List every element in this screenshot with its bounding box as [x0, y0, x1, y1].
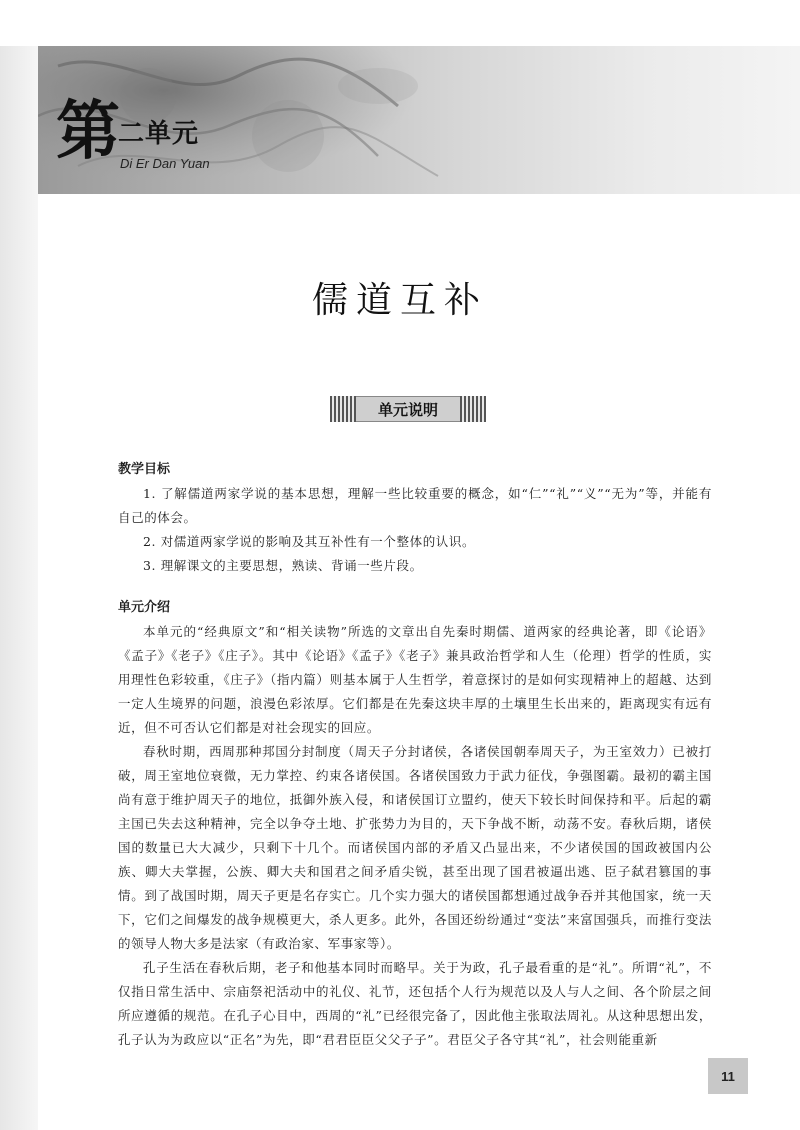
intro-paragraph: 春秋时期，西周那种邦国分封制度（周天子分封诸侯，各诸侯国朝奉周天子，为王室效力）已被打破，周王室地位衰微，无力掌控、约束各诸侯国。各诸侯国致力于武力征伐，争强图霸。最初的霸主国尚有意于维护周天子的地位，抵御外族入侵，和诸侯国订立盟约，使天下较长时间保持和平。后起的霸主国已失去这种精神，完全以争夺土地、扩张势力为目的，天下争战不断，动荡不安。春秋后期，诸侯国的数量已大大减少，只剩下十几个。而诸侯国内部的矛盾又凸显出来，不少诸侯国的国政被国内公族、卿大夫掌握，公族、卿大夫和国君之间矛盾尖锐，甚至出现了国君被逼出逃、臣子弑君篡国的事情。到了战国时期，周天子更是名存实亡。几个实力强大的诸侯国都想通过战争吞并其他国家，统一天下，它们之间爆发的战争规模更大，杀人更多。此外，各国还纷纷通过“变法”来富国强兵，而推行变法的领导人物大多是法家（有政治家、军事家等）。 [118, 744, 712, 951]
unit-introduction [118, 596, 712, 1052]
unit-heading [56, 96, 356, 216]
unit-number-char: 第 [56, 94, 120, 169]
intro-paragraph: 本单元的“经典原文”和“相关读物”所选的文章出自先秦时期儒、道两家的经典论著，即《论语》《孟子》《老子》《庄子》。其中《论语》《孟子》《老子》兼具政治哲学和人生（伦理）哲学的性质，实用理性色彩较重，《庄子》（指内篇）则基本属于人生哲学，着意探讨的是如何实现精神上的超越、达到一定人生境界的问题，浪漫色彩浓厚。它们都是在先秦这块丰厚的土壤里生长出来的，距离现实有远有近，但不可否认它们都是对社会现实的回应。 [118, 624, 712, 735]
goal-item: 2. 对儒道两家学说的影响及其互补性有一个整体的认识。 [143, 534, 476, 549]
intro-paragraph: 孔子生活在春秋后期，老子和他基本同时而略早。关于为政，孔子最看重的是“礼”。所谓“礼”，不仅指日常生活中、宗庙祭祀活动中的礼仪、礼节，还包括个人行为规范以及人与人之间、各个阶层之间所应遵循的规范。在孔子心目中，西周的“礼”已经很完备了，因此他主张取法周礼。从这种思想出发，孔子认为为政应以“正名”为先，即“君君臣臣父父子子”。君臣父子各守其“礼”，社会则能重新 [118, 960, 712, 1047]
goals-heading: 教学目标 [118, 462, 171, 477]
lesson-title: 儒道互补 [311, 280, 488, 321]
intro-heading: 单元介绍 [118, 600, 171, 615]
goal-item: 3. 理解课文的主要思想，熟读、背诵一些片段。 [143, 558, 423, 573]
section-label-box [330, 396, 486, 422]
goal-item: 1. 了解儒道两家学说的基本思想，理解一些比较重要的概念，如“仁”“礼”“义”“无为”等，并能有自己的体会。 [118, 486, 712, 525]
page-number: 11 [708, 1058, 748, 1094]
unit-pinyin: Di Er Dan Yuan [120, 156, 210, 171]
stripe-decoration-left [330, 396, 356, 422]
stripe-decoration-right [460, 396, 486, 422]
unit-label: 二单元 [118, 119, 200, 149]
section-label: 单元说明 [356, 396, 460, 422]
teaching-goals [118, 458, 712, 578]
page-edge [0, 46, 38, 1130]
